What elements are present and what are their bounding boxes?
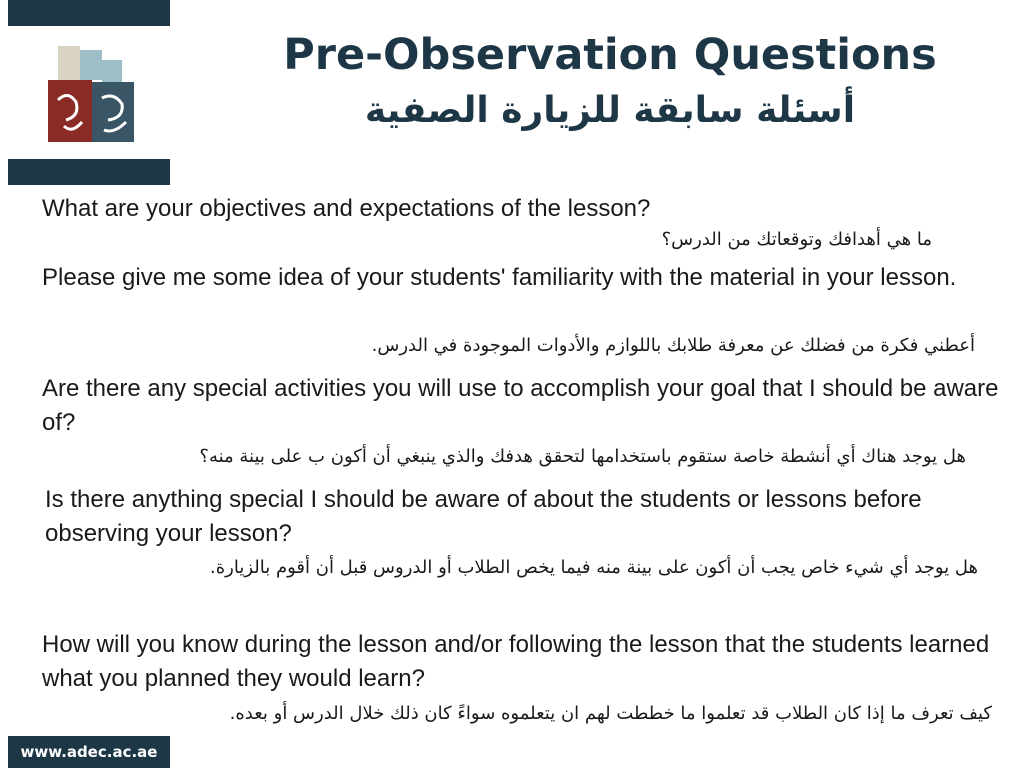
logo-block-red	[48, 80, 92, 142]
logo-block-light-blue	[80, 50, 102, 80]
page-title-arabic: أسئلة سابقة للزيارة الصفية	[364, 90, 856, 131]
question-3-ar: هل يوجد هناك أي أنشطة خاصة ستقوم باستخدامها لتحقق هدفك والذي ينبغي أن أكون ب على بينة منه؟	[199, 446, 966, 467]
question-4-ar: هل يوجد أي شيء خاص يجب أن أكون على بينة منه فيما يخص الطلاب أو الدروس قبل أن أقوم بالزيارة.	[209, 557, 978, 578]
question-2-ar: أعطني فكرة من فضلك عن معرفة طلابك باللوازم والأدوات الموجودة في الدرس.	[371, 335, 975, 356]
question-1-ar: ما هي أهدافك وتوقعاتك من الدرس؟	[661, 229, 932, 250]
footer-url[interactable]: www.adec.ac.ae	[20, 743, 158, 761]
logo-block-navy	[92, 82, 134, 142]
question-5-ar: كيف تعرف ما إذا كان الطلاب قد تعلموا ما خططت لهم ان يتعلموه سواءً كان ذلك خلال الدرس أو بعده.	[229, 703, 992, 724]
question-4-en: Is there anything special I should be aware of about the students or lessons before observing your lesson?	[45, 486, 922, 547]
page-title: Pre-Observation Questions	[283, 30, 937, 80]
adec-logo-icon	[44, 40, 140, 150]
logo-divider-bar	[8, 159, 170, 185]
question-1-en: What are your objectives and expectations of the lesson?	[42, 195, 651, 222]
question-2-en: Please give me some idea of your students' familiarity with the material in your lesson.	[42, 264, 957, 291]
top-accent-bar	[8, 0, 170, 26]
question-3-en: Are there any special activities you will use to accomplish your goal that I should be aware of?	[42, 375, 999, 436]
logo-block-beige	[58, 46, 80, 80]
logo-block-blue	[102, 60, 122, 82]
question-5-en: How will you know during the lesson and/or following the lesson that the students learned what you planned they would learn?	[42, 631, 990, 692]
